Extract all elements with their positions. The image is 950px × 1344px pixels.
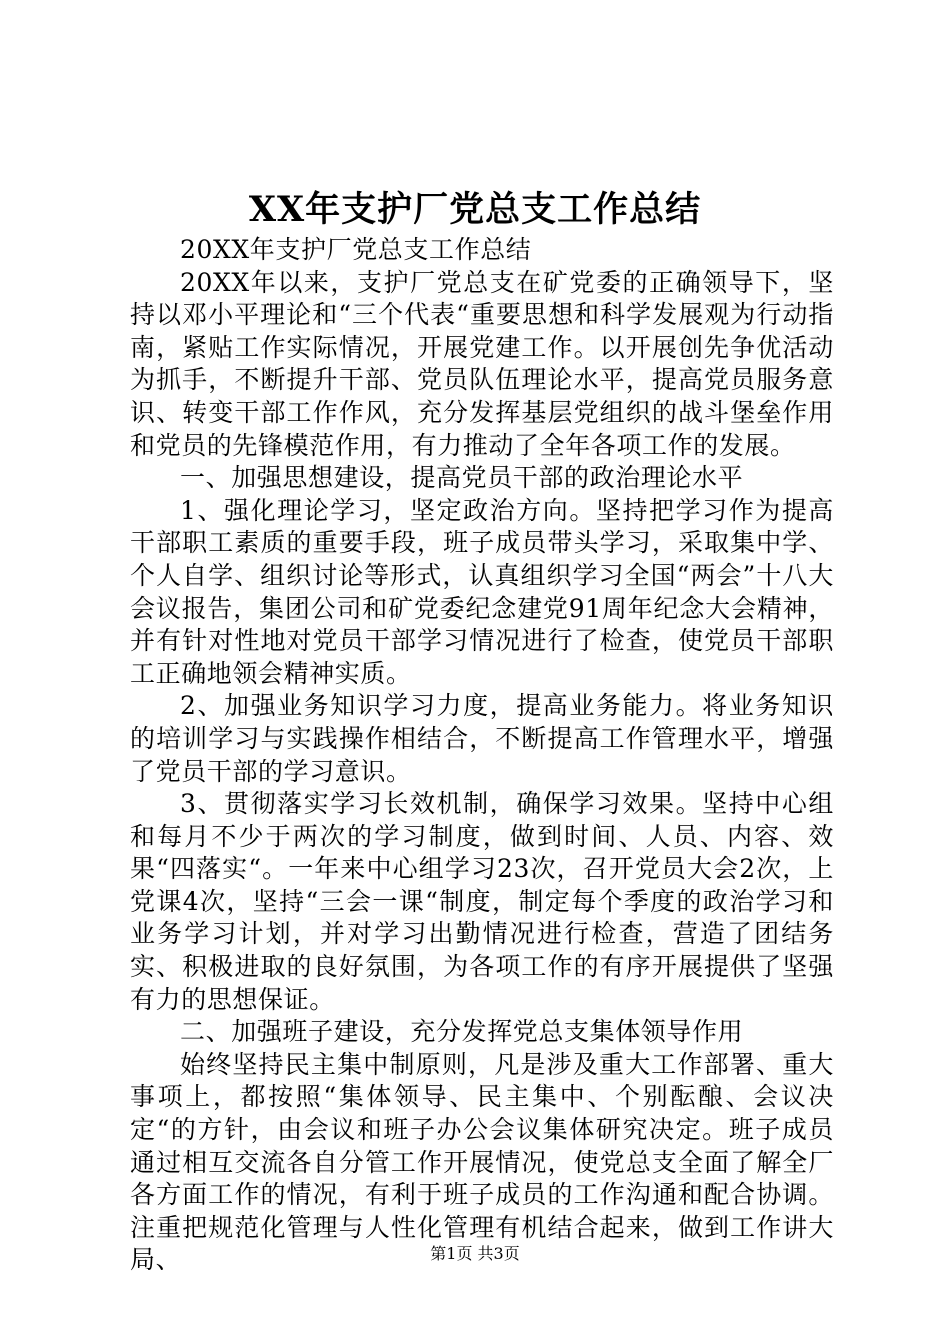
page-number-footer: 第1页 共3页 [430, 1244, 520, 1263]
paragraph-item-2: 2、加强业务知识学习力度，提高业务能力。将业务知识的培训学习与实践操作相结合，不断提高工作管理水平，增强了党员干部的学习意识。 [130, 691, 834, 786]
section-heading-1: 一、加强思想建设，提高党员干部的政治理论水平 [180, 463, 744, 493]
paragraph-subtitle: 20XX年支护厂党总支工作总结 [180, 235, 532, 264]
paragraph-section-2: 始终坚持民主集中制原则，凡是涉及重大工作部署、重大事项上，都按照“集体领导、民主集中、个别酝酿、会议决定“的方针，由会议和班子办公会议集体研究决定。班子成员通过相互交流各自分管工作开展情况，使党总支全面了解全厂各方面工作的情况，有利于班子成员的工作沟通和配合协调。注重把规范化管理与人性化管理有机结合起来，做到工作讲大局、 [130, 1049, 834, 1275]
paragraph-item-3: 3、贯彻落实学习长效机制，确保学习效果。坚持中心组和每月不少于两次的学习制度，做到时间、人员、内容、效果“四落实“。一年来中心组学习23次，召开党员大会2次，上党课4次，坚持“三会一课“制度，制定每个季度的政治学习和业务学习计划，并对学习出勤情况进行检查，营造了团结务实、积极进取的良好氛围，为各项工作的有序开展提供了坚强有力的思想保证。 [130, 789, 834, 1014]
paragraph-intro: 20XX年以来，支护厂党总支在矿党委的正确领导下，坚持以邓小平理论和“三个代表“重要思想和科学发展观为行动指南，紧贴工作实际情况，开展党建工作。以开展创先争优活动为抓手，不断提升干部、党员队伍理论水平，提高党员服务意识、转变干部工作作风，充分发挥基层党组织的战斗堡垒作用和党员的先锋模范作用，有力推动了全年各项工作的发展。 [130, 267, 834, 460]
paragraph-item-1: 1、强化理论学习，坚定政治方向。坚持把学习作为提高干部职工素质的重要手段，班子成员带头学习，采取集中学、个人自学、组织讨论等形式，认真组织学习全国“两会”十八大会议报告，集团公司和矿党委纪念建党91周年纪念大会精神，并有针对性地对党员干部学习情况进行了检查，使党员干部职工正确地领会精神实质。 [130, 495, 834, 688]
section-heading-2: 二、加强班子建设，充分发挥党总支集体领导作用 [180, 1017, 744, 1047]
document-title: XX年支护厂党总支工作总结 [248, 189, 702, 230]
document-body [130, 234, 834, 1277]
